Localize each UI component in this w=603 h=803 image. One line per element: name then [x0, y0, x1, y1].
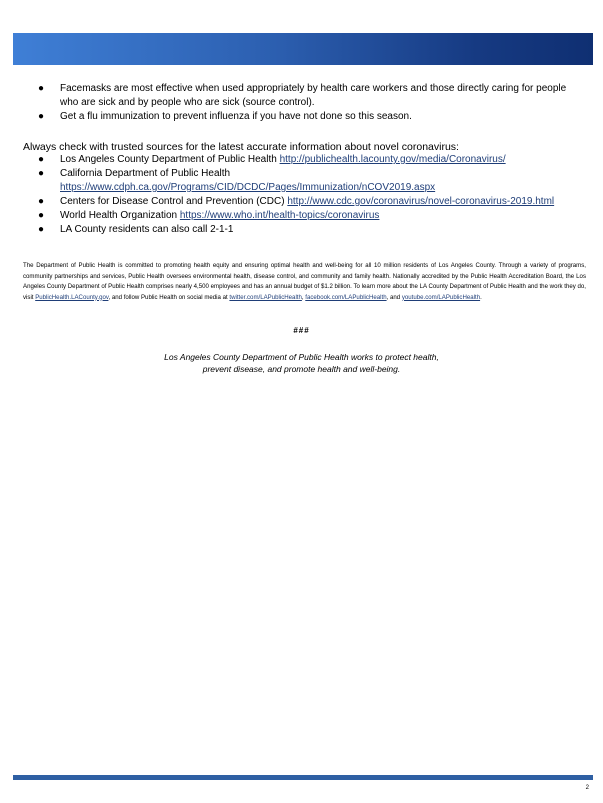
source-label: World Health Organization [60, 210, 180, 221]
list-item [38, 209, 558, 223]
source-link-lacounty[interactable]: http://publichealth.lacounty.gov/media/Coronavirus/ [279, 154, 506, 165]
link-publichealth-site[interactable]: PublicHealth.LACounty.gov [35, 293, 109, 301]
bullet-icon: ● [38, 83, 45, 94]
source-link-cdc[interactable]: http://www.cdc.gov/coronavirus/novel-coronavirus-2019.html [287, 196, 555, 207]
bullet-icon: ● [38, 168, 45, 179]
list-item [38, 82, 568, 110]
separator: , [301, 293, 306, 301]
bullet-icon: ● [38, 154, 45, 165]
list-item [38, 153, 558, 167]
mission-line: prevent disease, and promote health and well-being. [202, 364, 401, 374]
source-link-who[interactable]: https://www.who.int/health-topics/coronavirus [179, 210, 380, 221]
about-text-social: , and follow Public Health on social media at [108, 293, 230, 301]
bullet-icon: ● [38, 196, 45, 207]
source-label: Centers for Disease Control and Prevention (CDC) [60, 196, 288, 207]
list-item [38, 167, 558, 195]
source-label: California Department of Public Health [60, 168, 231, 179]
mission-line: Los Angeles County Department of Public Health works to protect health, [164, 352, 439, 362]
bullet-icon: ● [38, 210, 45, 221]
link-twitter[interactable]: twitter.com/LAPublicHealth [229, 293, 302, 301]
sources-list [38, 153, 558, 237]
page-number: 2 [585, 785, 589, 791]
about-end: . [480, 293, 482, 301]
about-paragraph [23, 261, 586, 303]
header-band [13, 33, 593, 65]
source-link-cdph[interactable]: https://www.cdph.ca.gov/Programs/CID/DCDC/Pages/Immunization/nCOV2019.aspx [60, 182, 436, 193]
bullet-icon: ● [38, 111, 45, 122]
section-end-marker: ### [293, 326, 310, 335]
footer-rule [13, 775, 593, 780]
list-item [38, 110, 568, 124]
link-facebook[interactable]: facebook.com/LAPublicHealth [305, 293, 387, 301]
bullet-text: Get a flu immunization to prevent influenza if you have not done so this season. [60, 111, 412, 122]
source-label: LA County residents can also call 2-1-1 [60, 224, 234, 235]
top-bullet-list [38, 82, 568, 124]
list-item [38, 195, 558, 209]
bullet-icon: ● [38, 224, 45, 235]
source-label: Los Angeles County Department of Public Health [60, 154, 280, 165]
mission-statement [0, 351, 603, 375]
about-text: The Department of Public Health is committed to promoting health equity and ensuring optimal health and well-being for all 10 million residents of Los Angeles County. Through a variety of programs, community partnerships and services, Public Health oversees environmental health, disease control, and community and family health. Nationally accredited by the Public Health Accreditation Board, the Los Angeles County Department of Public Health comprises nearly 4,500 employees and has an annual budget of $1.2 billion. To learn more about the LA County Department of Public Health and the work they do, visit [23, 262, 586, 301]
separator: , and [386, 293, 402, 301]
link-youtube[interactable]: youtube.com/LAPublicHealth [401, 293, 481, 301]
sources-intro: Always check with trusted sources for the latest accurate information about novel coronavirus: [23, 141, 459, 153]
bullet-text: Facemasks are most effective when used appropriately by health care workers and those directly caring for people who are sick and by people who are sick (source control). [60, 83, 567, 108]
list-item [38, 223, 558, 237]
